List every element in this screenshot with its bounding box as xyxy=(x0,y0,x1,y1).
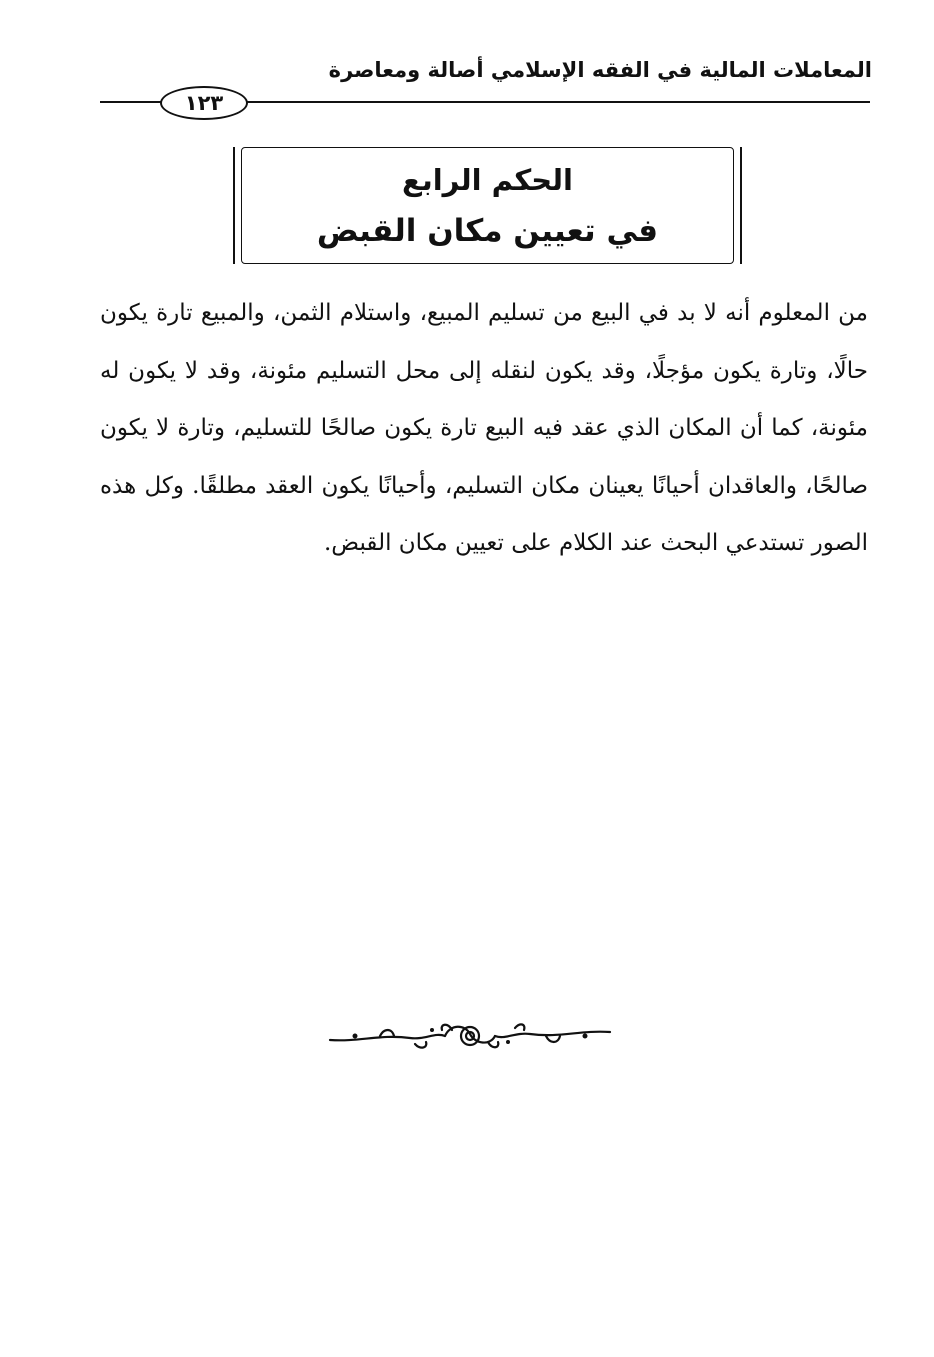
floral-divider-icon xyxy=(320,1016,620,1056)
body-paragraph: من المعلوم أنه لا بد في البيع من تسليم المبيع، واستلام الثمن، والمبيع تارة يكون حالًا، وتارة يكون مؤجلًا، وقد يكون لنقله إلى محل التسليم مئونة، وقد لا يكون له مئونة، كما أن المكان الذي عقد فيه البيع تارة يكون صالحًا للتسليم، وتارة لا يكون صالحًا، والعاقدان أحيانًا يعينان مكان التسليم، وأحيانًا يكون العقد مطلقًا. وكل هذه الصور تستدعي البحث عند الكلام على تعيين مكان القبض. xyxy=(100,300,868,556)
running-header-title: المعاملات المالية في الفقه الإسلامي أصالة ومعاصرة xyxy=(328,58,872,82)
page-number: ١٢٣ xyxy=(160,86,248,120)
section-title-main: الحكم الرابع xyxy=(402,163,573,197)
section-title-frame xyxy=(233,147,742,264)
section-title-sub: في تعيين مكان القبض xyxy=(316,213,659,249)
